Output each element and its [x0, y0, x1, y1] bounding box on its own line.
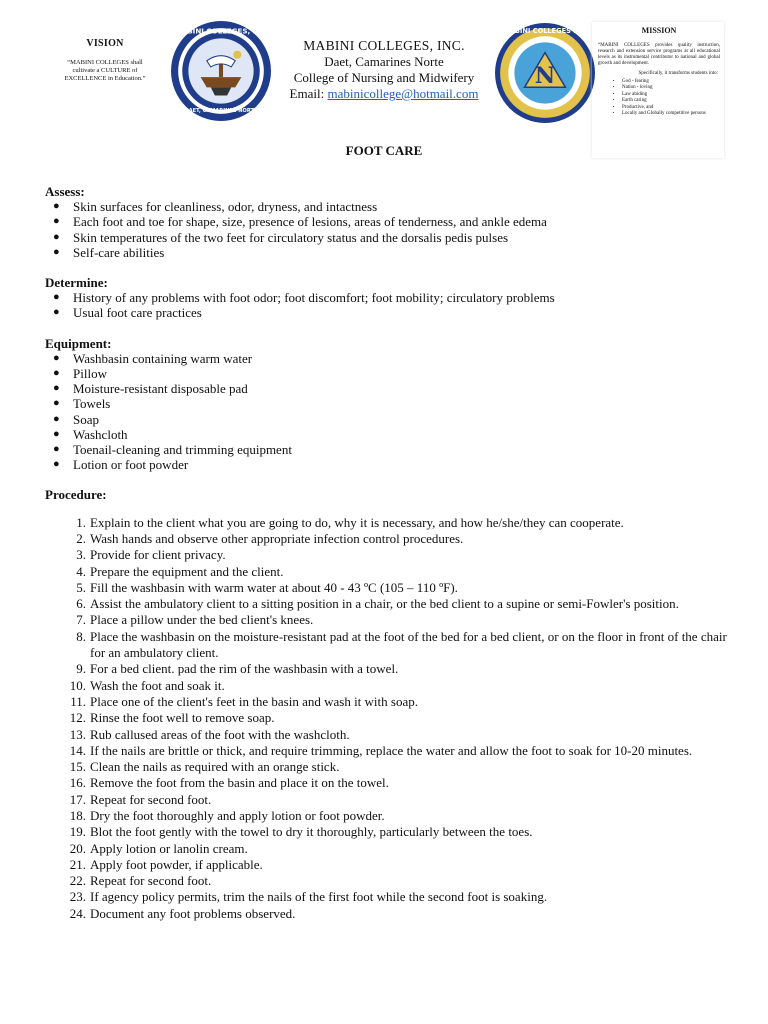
list-item: ● History of any problems with foot odor; foot discomfort; foot mobility; circulatory problems — [45, 290, 730, 305]
list-item: ● Toenail-cleaning and trimming equipment — [45, 442, 730, 457]
logo-right-name: MABINI COLLEGES Inc. — [503, 27, 587, 36]
step-text: Place one of the client's feet in the basin and wash it with soap. — [90, 693, 418, 709]
procedure-step — [45, 906, 730, 922]
step-number: 1. — [76, 514, 86, 530]
list-item: ● Pillow — [45, 366, 730, 381]
procedure-step — [45, 841, 730, 857]
mission-heading: MISSION — [641, 26, 677, 35]
logo-right-letter: N — [534, 63, 556, 90]
mission-item: • Locally and Globally competitive persons — [622, 111, 720, 117]
procedure-step — [45, 661, 730, 677]
step-number: 12. — [69, 710, 86, 726]
procedure-step — [45, 743, 730, 759]
equipment-heading: Equipment: — [45, 335, 112, 351]
assess-heading: Assess: — [45, 184, 85, 199]
mission-item: • Nation - loving — [622, 85, 720, 91]
step-number: 5. — [76, 579, 86, 595]
logo-left-name: MABINI COLLEGES, Inc. — [174, 26, 268, 36]
step-text: Provide for client privacy. — [90, 547, 226, 563]
step-number: 7. — [76, 612, 86, 628]
step-number: 9. — [76, 661, 86, 677]
list-item: ● Self-care abilities — [45, 245, 730, 260]
institution-name: MABINI COLLEGES, INC. — [303, 38, 465, 53]
procedure-step — [45, 629, 730, 662]
list-item: ● Each foot and toe for shape, size, presence of lesions, areas of tenderness, and ankle edema — [45, 214, 730, 229]
procedure-steps — [45, 515, 730, 922]
mission-item: • Productive, and — [622, 105, 720, 111]
step-number: 11. — [70, 693, 86, 709]
procedure-step — [45, 824, 730, 840]
step-text: Rub callused areas of the foot with the washcloth. — [90, 726, 350, 742]
logo-left-caption: DAET, CAMARINES NORTE — [184, 107, 258, 114]
list-item: ● Moisture-resistant disposable pad — [45, 381, 730, 396]
step-number: 17. — [69, 791, 86, 807]
college-seal-logo — [170, 20, 272, 122]
list-item: ● Towels — [45, 396, 730, 411]
step-text: Repeat for second foot. — [90, 873, 212, 889]
step-number: 21. — [69, 856, 86, 872]
college-name: College of Nursing and Midwifery — [293, 70, 475, 85]
step-text: Apply lotion or lanolin cream. — [90, 840, 248, 856]
mission-block — [592, 22, 724, 158]
step-text: If agency policy permits, trim the nails of the first foot while the second foot is soaking. — [90, 889, 548, 905]
assess-list — [45, 199, 730, 260]
vision-text: “MABINI COLLEGES shall cultivate a CULTURE of EXCELLENCE in Education.” — [64, 59, 146, 82]
mission-specific: Specifically, it transforms students into: — [638, 71, 718, 76]
vision-heading: VISION — [86, 38, 124, 49]
step-number: 2. — [76, 530, 86, 546]
step-number: 23. — [69, 889, 86, 905]
list-item: ● Skin surfaces for cleanliness, odor, dryness, and intactness — [45, 199, 730, 214]
mission-text: “MABINI COLLEGES provides quality instruction, research and extension service programs at all educational levels as its instrumental contributor to national and global growth and development. — [598, 43, 720, 66]
mission-list — [598, 79, 720, 117]
list-item: ● Washbasin containing warm water — [45, 351, 730, 366]
procedure-step — [45, 580, 730, 596]
document-title: FOOT CARE — [345, 143, 423, 158]
procedure-step — [45, 792, 730, 808]
institution-address: Daet, Camarines Norte — [324, 54, 444, 69]
step-text: Rinse the foot well to remove soap. — [90, 710, 275, 726]
procedure-step — [45, 547, 730, 563]
procedure-step — [45, 710, 730, 726]
procedure-step — [45, 775, 730, 791]
email-label: Email: — [289, 86, 325, 101]
step-text: Clean the nails as required with an orange stick. — [90, 759, 340, 775]
procedure-step — [45, 678, 730, 694]
step-number: 16. — [69, 775, 86, 791]
step-text: Wash the foot and soak it. — [90, 677, 225, 693]
procedure-step — [45, 564, 730, 580]
step-number: 6. — [76, 596, 86, 612]
procedure-heading: Procedure: — [45, 487, 107, 503]
step-number: 22. — [69, 873, 86, 889]
step-number: 3. — [76, 547, 86, 563]
list-item: ● Lotion or foot powder — [45, 457, 730, 472]
list-item: ● Skin temperatures of the two feet for circulatory status and the dorsalis pedis pulses — [45, 230, 730, 245]
nursing-seal-logo — [494, 22, 596, 124]
procedure-step — [45, 808, 730, 824]
mission-item: • God - fearing — [622, 79, 720, 85]
step-number: 13. — [69, 726, 86, 742]
step-text: Apply foot powder, if applicable. — [90, 856, 263, 872]
mission-item: • Law abiding — [622, 92, 720, 98]
procedure-step — [45, 857, 730, 873]
step-text: Fill the washbasin with warm water at about 40 - 43 ºC (105 – 110 ºF). — [90, 579, 458, 595]
step-text: Prepare the equipment and the client. — [90, 563, 284, 579]
email-line — [270, 86, 498, 102]
step-number: 4. — [76, 563, 86, 579]
step-number: 14. — [69, 742, 86, 758]
determine-heading: Determine: — [45, 275, 108, 291]
step-text: Repeat for second foot. — [90, 791, 212, 807]
procedure-step — [45, 531, 730, 547]
step-text: For a bed client. pad the rim of the washbasin with a towel. — [90, 661, 399, 677]
mission-item: • Earth caring — [622, 98, 720, 104]
step-number: 15. — [69, 759, 86, 775]
step-text: Explain to the client what you are going to do, why it is necessary, and how he/she/they can cooperate. — [90, 514, 624, 530]
email-link[interactable]: mabinicollege@hotmail.com — [327, 86, 479, 101]
list-item: ● Usual foot care practices — [45, 305, 730, 320]
procedure-step — [45, 612, 730, 628]
step-text: Blot the foot gently with the towel to dry it thoroughly, particularly between the toes. — [90, 824, 533, 840]
procedure-step — [45, 727, 730, 743]
step-number: 20. — [69, 840, 86, 856]
equipment-list — [45, 351, 730, 473]
step-text: Dry the foot thoroughly and apply lotion or foot powder. — [90, 808, 385, 823]
list-item: ● Soap — [45, 412, 730, 427]
procedure-step — [45, 873, 730, 889]
institution-header — [270, 38, 498, 102]
step-number: 24. — [69, 905, 86, 921]
procedure-step — [45, 694, 730, 710]
step-number: 8. — [76, 628, 86, 644]
step-text: Assist the ambulatory client to a sitting position in a chair, or the bed client to a supine or semi-Fowler's position. — [90, 596, 679, 612]
step-text: Place the washbasin on the moisture-resistant pad at the foot of the bed for a bed client, or on the floor in front of the chair for an ambulatory client. — [90, 628, 727, 661]
step-text: Place a pillow under the bed client's knees. — [90, 612, 314, 628]
step-text: If the nails are brittle or thick, and require trimming, replace the water and allow the foot to soak for 10-20 minutes. — [90, 742, 693, 758]
procedure-step — [45, 515, 730, 531]
list-item: ● Washcloth — [45, 427, 730, 442]
procedure-step — [45, 889, 730, 905]
document-content — [45, 184, 730, 922]
determine-list — [45, 290, 730, 320]
step-text: Document any foot problems observed. — [90, 905, 296, 921]
step-text: Wash hands and observe other appropriate infection control procedures. — [90, 530, 464, 546]
step-number: 19. — [69, 824, 86, 840]
step-number: 10. — [69, 677, 86, 693]
step-number: 18. — [69, 808, 86, 823]
step-text: Remove the foot from the basin and place it on the towel. — [90, 775, 389, 791]
procedure-step — [45, 596, 730, 612]
procedure-step — [45, 759, 730, 775]
vision-block — [56, 38, 154, 83]
